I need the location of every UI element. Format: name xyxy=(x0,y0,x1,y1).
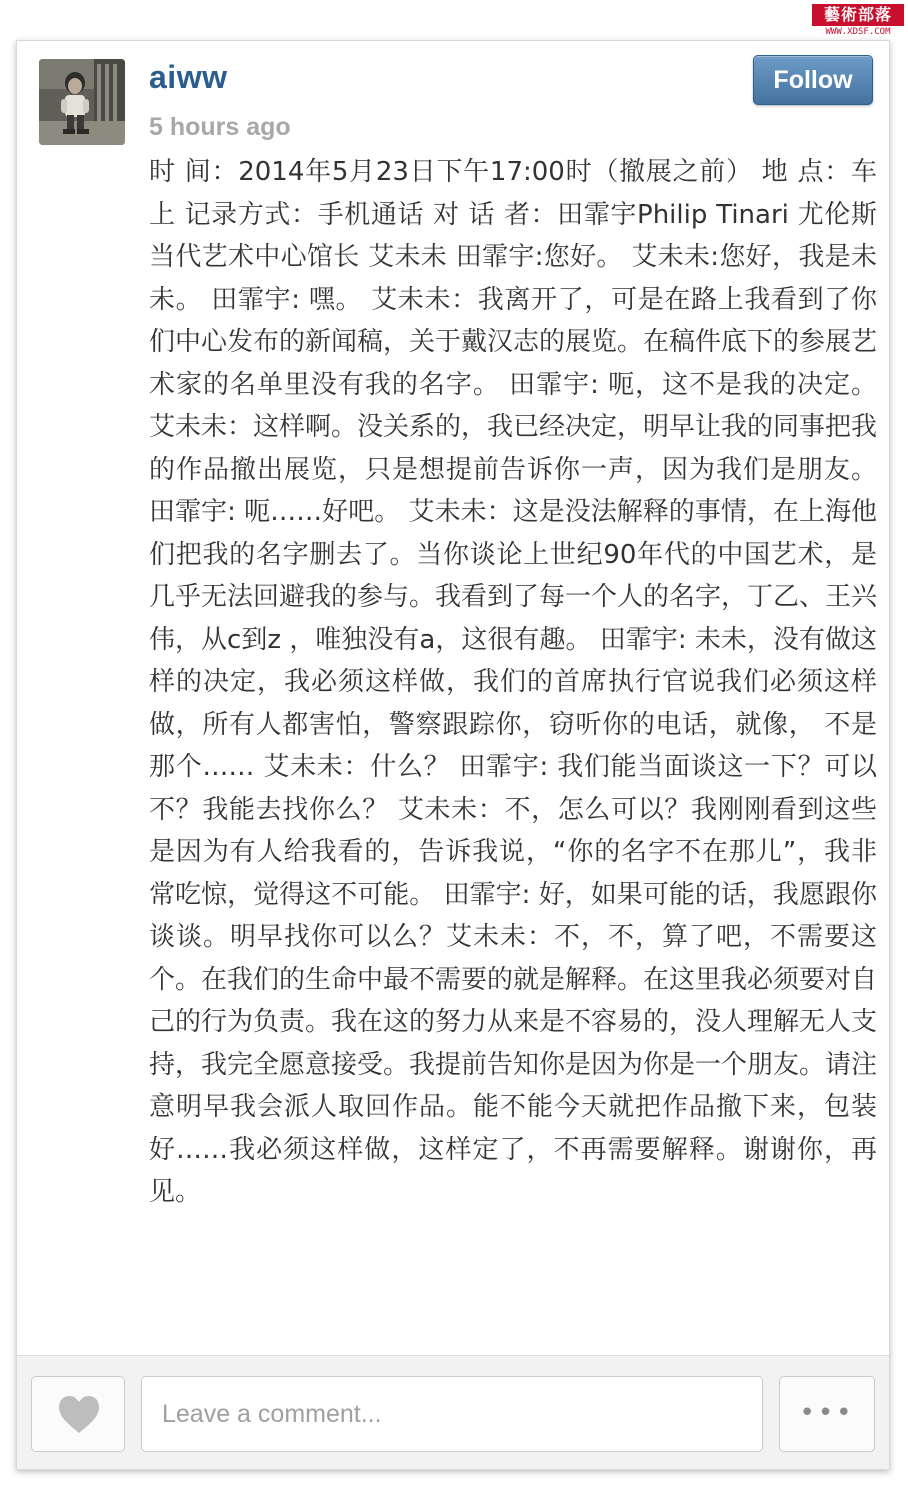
like-button[interactable] xyxy=(31,1376,125,1452)
post-card xyxy=(16,40,890,1470)
more-options-button[interactable] xyxy=(779,1376,875,1452)
watermark-url: WWW.XDSF.COM xyxy=(825,27,891,37)
post-timestamp: 5 hours ago xyxy=(149,113,291,141)
watermark-title: 藝術部落 xyxy=(812,4,904,26)
follow-button[interactable]: Follow xyxy=(753,55,873,105)
ellipsis-icon: ••• xyxy=(799,1398,855,1428)
watermark-logo xyxy=(812,4,904,40)
username-link[interactable]: aiww xyxy=(149,59,228,95)
avatar[interactable] xyxy=(39,59,125,145)
avatar-photo xyxy=(39,59,125,145)
comment-input[interactable] xyxy=(141,1376,763,1452)
post-footer xyxy=(17,1355,889,1469)
heart-icon xyxy=(56,1392,102,1438)
post-caption: 时 间：2014年5月23日下午17:00时（撤展之前） 地 点：车上 记录方式：手机通话 对 话 者：田霏宇Philip Tinari 尤伦斯当代艺术中心馆长 艾未未 田霏宇:您好。 艾未未:您好，我是未未。 田霏宇: 嘿。 艾未未：我离开了，可是在路上我看到了你们中心发布的新闻稿，关于戴汉志的展览。在稿件底下的参展艺术家的名单里没有我的名字。 田霏宇: 呃，这不是我的决定。 艾未未：这样啊。没关系的，我已经决定，明早让我的同事把我的作品撤出展览，只是想提前告诉你一声，因为我们是朋友。 田霏宇: 呃……好吧。 艾未未：这是没法解释的事情，在上海他们把我的名字删去了。当你谈论上世纪90年代的中国艺术，是几乎无法回避我的参与。我看到了每一个人的名字，丁乙、王兴伟，从c到z ，唯独没有a，这很有趣。 田霏宇: 未未，没有做这样的决定，我必须这样做，我们的首席执行官说我们必须这样做，所有人都害怕，警察跟踪你，窃听你的电话，就像， 不是那个…… 艾未未：什么？ 田霏宇: 我们能当面谈这一下？可以不？我能去找你么？ 艾未未：不，怎么可以？我刚刚看到这些是因为有人给我看的，告诉我说，“你的名字不在那儿”，我非常吃惊，觉得这不可能。 田霏宇: 好，如果可能的话，我愿跟你谈谈。明早找你可以么？艾未未：不，不，算了吧，不需要这个。在我们的生命中最不需要的就是解释。在这里我必须要对自己的行为负责。我在这的努力从来是不容易的，没人理解无人支持，我完全愿意接受。我提前告知你是因为你是一个朋友。请注意明早我会派人取回作品。能不能今天就把作品撤下来，包装好……我必须这样做，这样定了，不再需要解释。谢谢你，再见。 xyxy=(149,157,878,1207)
